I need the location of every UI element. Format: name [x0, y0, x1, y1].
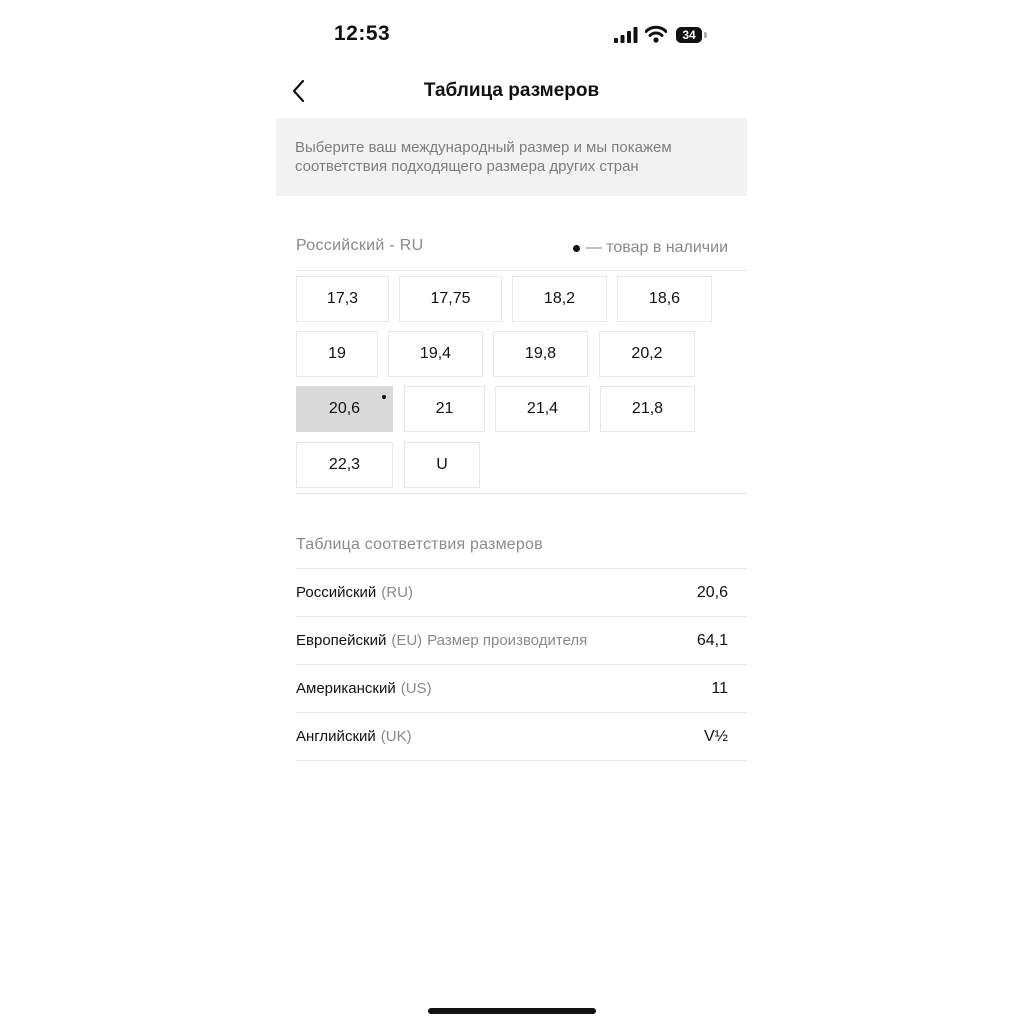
size-label: 19: [328, 345, 346, 362]
conversion-value: V½: [703, 727, 728, 745]
size-label: U: [436, 456, 448, 473]
size-button[interactable]: [296, 442, 393, 488]
divider: [296, 493, 747, 494]
conversion-system-code: (RU): [381, 584, 413, 601]
size-label: 21,4: [526, 400, 559, 417]
conversion-row: [296, 664, 747, 712]
conversion-system-code: (EU): [391, 632, 423, 649]
conversion-row: [296, 568, 747, 616]
size-label: 22,3: [328, 456, 361, 473]
size-label: 19,8: [524, 345, 557, 362]
conversion-system-code: (UK): [380, 728, 412, 745]
size-label: 20,2: [631, 345, 663, 362]
divider: [296, 270, 747, 271]
size-button[interactable]: [495, 386, 590, 432]
size-button[interactable]: [599, 331, 695, 377]
size-label: 19,4: [419, 345, 452, 362]
size-label: 21,8: [631, 400, 664, 417]
size-button[interactable]: [512, 276, 607, 322]
info-text: Выберите ваш международный размер и мы покажем соответствия подходящего размера других стран: [295, 139, 672, 175]
battery-icon: 34: [676, 27, 702, 43]
conversion-system-name: Российский: [296, 584, 377, 601]
cellular-signal-icon: [614, 27, 638, 43]
size-button[interactable]: [404, 442, 480, 488]
in-stock-dot-icon: [382, 395, 386, 399]
size-button[interactable]: [600, 386, 695, 432]
conversion-value: 64,1: [696, 631, 728, 649]
conversion-row: [296, 712, 747, 760]
conversion-system-name: Английский: [296, 728, 376, 745]
size-system-label: Российский - RU: [296, 237, 424, 254]
size-label: 17,3: [326, 290, 359, 307]
conversion-value: 11: [711, 679, 728, 697]
size-button[interactable]: [404, 386, 485, 432]
page-title: Таблица размеров: [423, 80, 600, 101]
availability-legend: [573, 239, 728, 257]
conversion-value: 20,6: [696, 583, 728, 601]
size-button[interactable]: [493, 331, 588, 377]
size-button-selected[interactable]: [296, 386, 393, 432]
size-label: 20,6: [328, 400, 361, 417]
status-time: 12:53: [334, 22, 391, 45]
size-label: 18,2: [543, 290, 576, 307]
wifi-icon: [645, 25, 667, 43]
home-indicator[interactable]: [428, 1008, 596, 1014]
conversion-row: [296, 616, 747, 664]
divider: [296, 760, 747, 761]
legend-text: — товар в наличии: [585, 239, 728, 256]
conversion-note: Размер производителя: [427, 632, 588, 649]
size-button[interactable]: [296, 331, 378, 377]
battery-cap: [704, 32, 707, 38]
conversion-system-code: (US): [400, 680, 432, 697]
conversion-table-title: Таблица соответствия размеров: [296, 536, 543, 553]
size-label: 21: [435, 400, 454, 417]
info-box: [276, 118, 747, 196]
availability-dot-icon: [573, 245, 580, 252]
size-button[interactable]: [296, 276, 389, 322]
size-label: 18,6: [648, 290, 681, 307]
conversion-system-name: Американский: [296, 680, 396, 697]
conversion-system-name: Европейский: [296, 632, 387, 649]
size-button[interactable]: [388, 331, 483, 377]
size-button[interactable]: [617, 276, 712, 322]
size-button[interactable]: [399, 276, 502, 322]
size-label: 17,75: [430, 290, 471, 307]
